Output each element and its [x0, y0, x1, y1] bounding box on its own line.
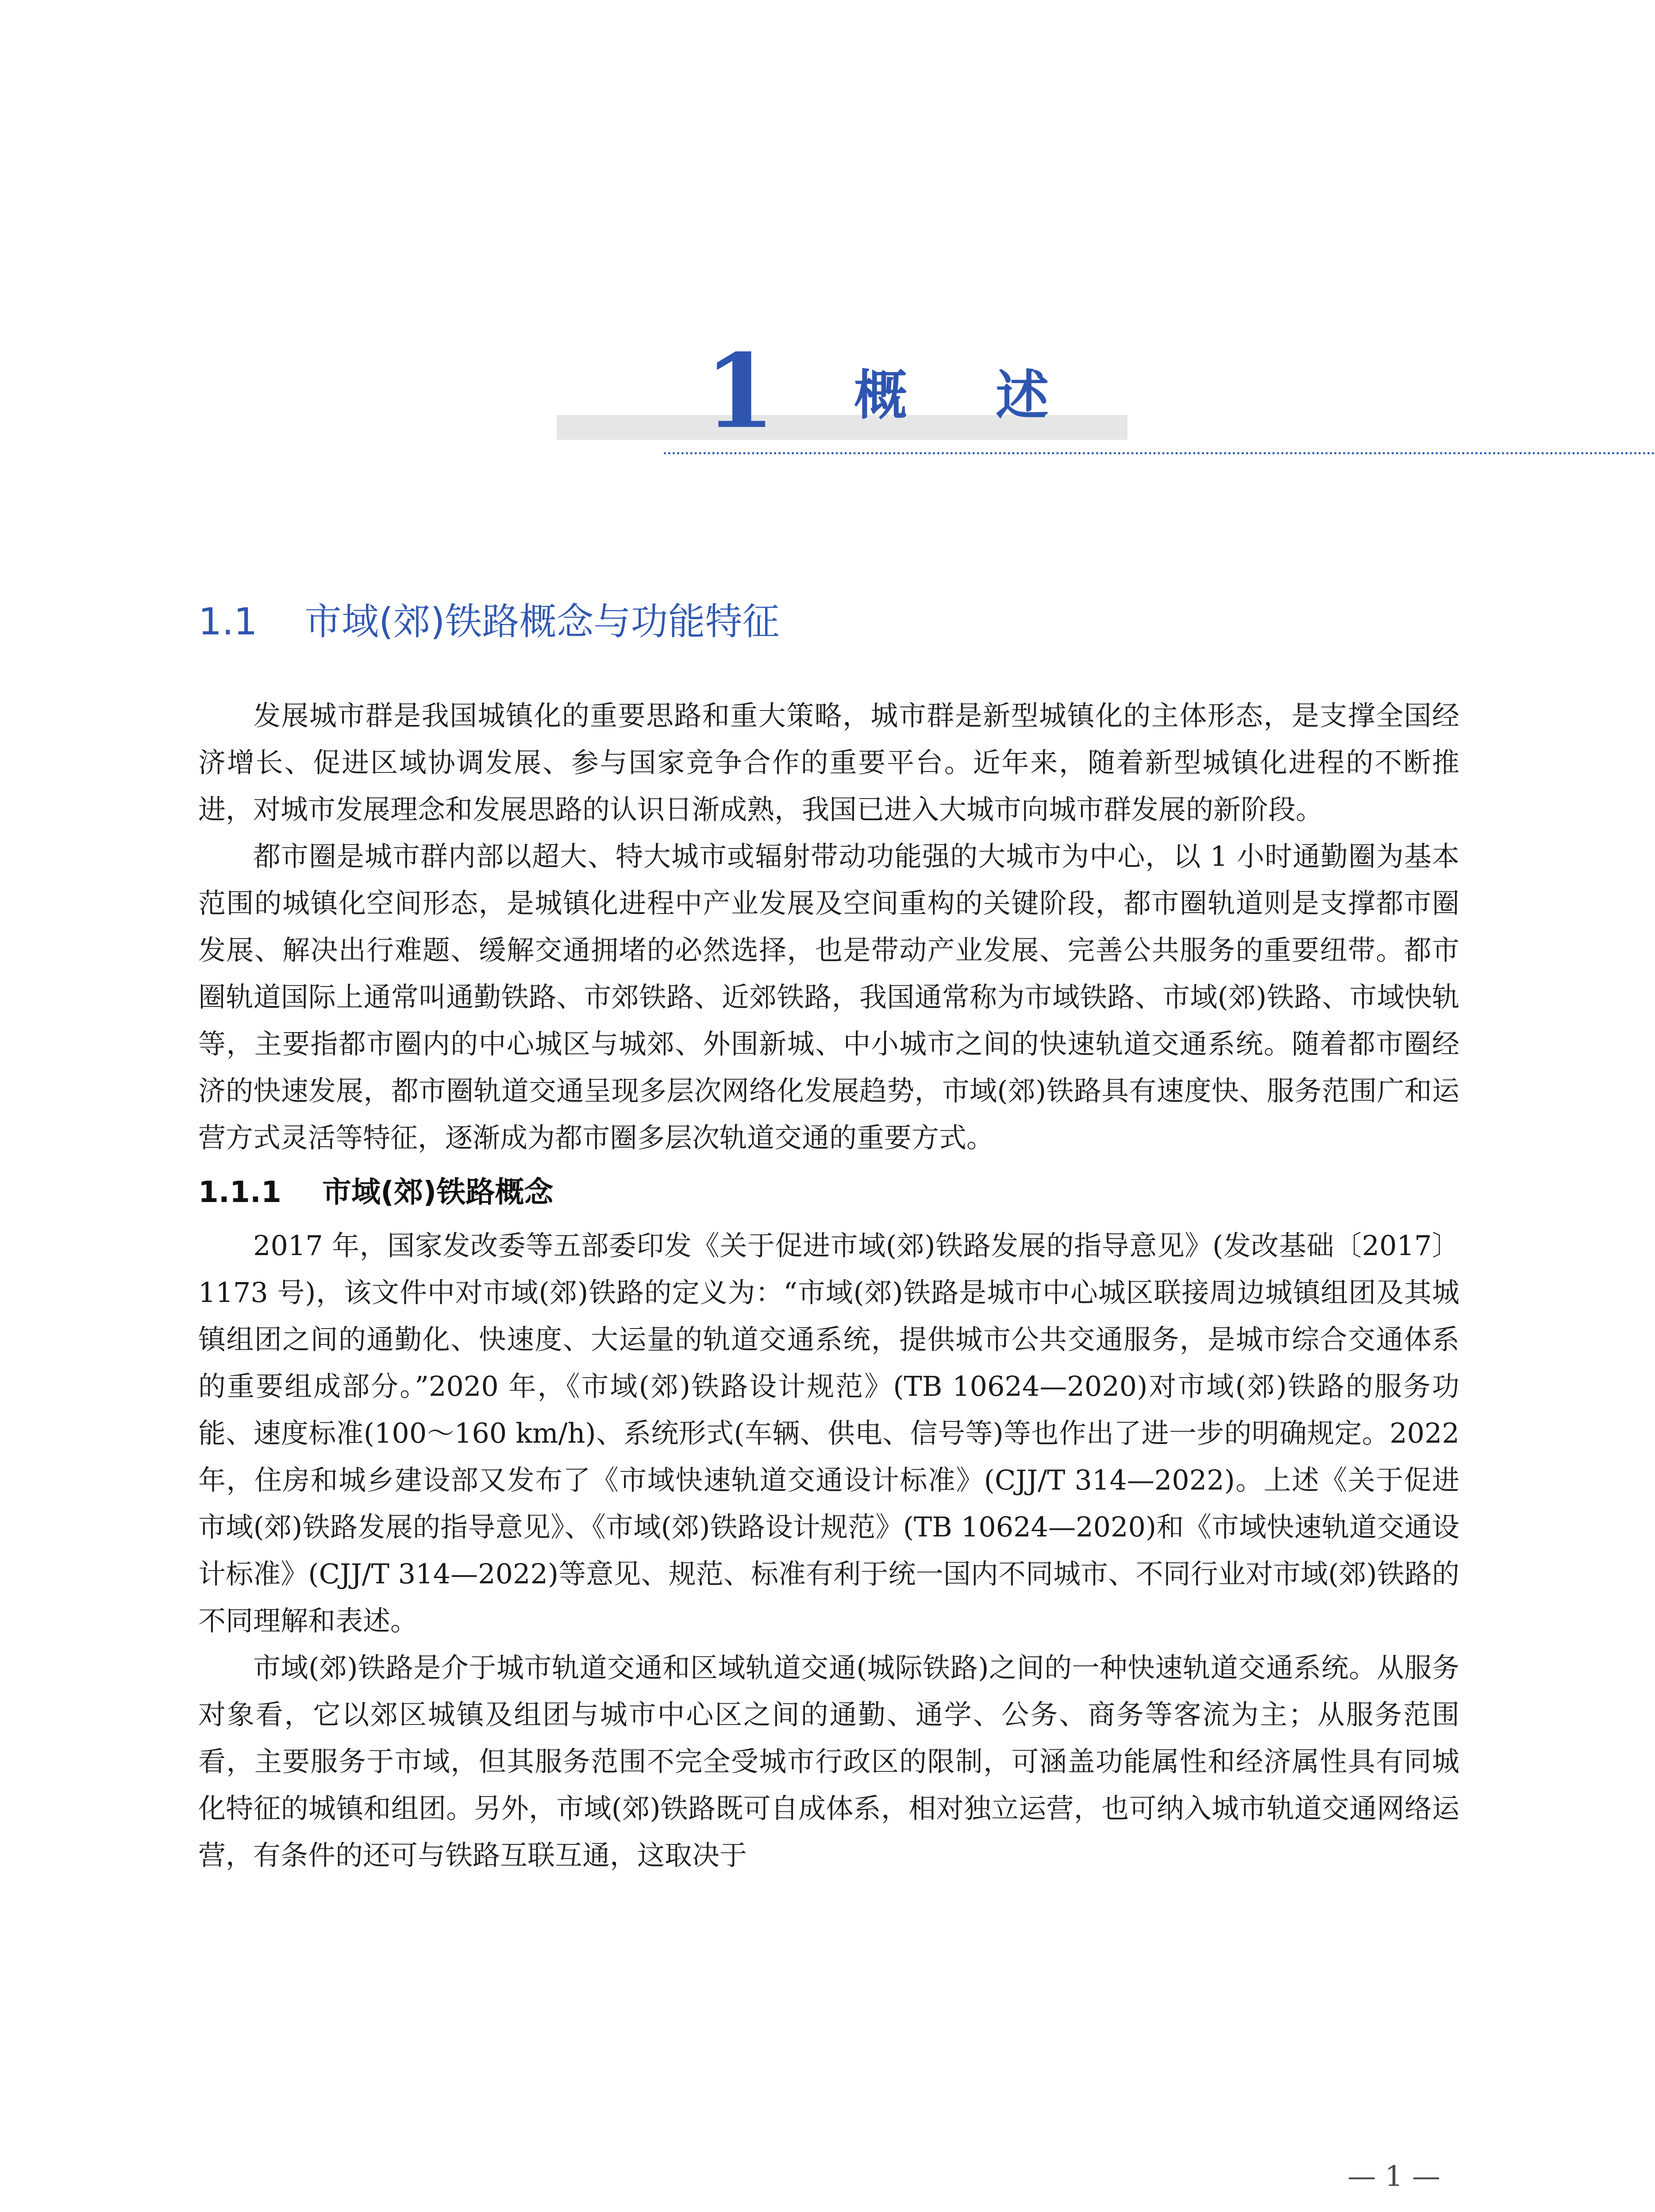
chapter-title: 概述	[854, 365, 1137, 426]
chapter-number: 1	[704, 332, 776, 451]
paragraph: 市域(郊)铁路是介于城市轨道交通和区域轨道交通(城际铁路)之间的一种快速轨道交通系统。从服务对象看，它以郊区城镇及组团与城市中心区之间的通勤、通学、公务、商务等客流为主；从服务范围看，主要服务于市域，但其服务范围不完全受城市行政区的限制，可涵盖功能属性和经济属性具有同城化特征的城镇和组团。另外，市域(郊)铁路既可自成体系，相对独立运营，也可纳入城市轨道交通网络运营，有条件的还可与铁路互联互通，这取决于	[198, 1651, 1459, 1871]
chapter-dotted-rule	[664, 452, 1655, 454]
paragraph: 2017 年，国家发改委等五部委印发《关于促进市域(郊)铁路发展的指导意见》(发改基础〔2017〕1173 号)，该文件中对市域(郊)铁路的定义为：“市域(郊)铁路是城市中心城区联接周边城镇组团及其城镇组团之间的通勤化、快速度、大运量的轨道交通系统，提供城市公共交通服务，是城市综合交通体系的重要组成部分。”2020 年，《市域(郊)铁路设计规范》(TB 10624—2020)对市域(郊)铁路的服务功能、速度标准(100～160 km/h)、系统形式(车辆、供电、信号等)等也作出了进一步的明确规定。2022 年，住房和城乡建设部又发布了《市域快速轨道交通设计标准》(CJJ/T 314—2022)。上述《关于促进市域(郊)铁路发展的指导意见》、《市域(郊)铁路设计规范》(TB 10624—2020)和《市域快速轨道交通设计标准》(CJJ/T 314—2022)等意见、规范、标准有利于统一国内不同城市、不同行业对市域(郊)铁路的不同理解和表述。	[198, 1229, 1459, 1637]
paragraph: 都市圈是城市群内部以超大、特大城市或辐射带动功能强的大城市为中心，以 1 小时通勤圈为基本范围的城镇化空间形态，是城镇化进程中产业发展及空间重构的关键阶段，都市圈轨道则是支撑都市圈发展、解决出行难题、缓解交通拥堵的必然选择，也是带动产业发展、完善公共服务的重要纽带。都市圈轨道国际上通常叫通勤铁路、市郊铁路、近郊铁路，我国通常称为市域铁路、市域(郊)铁路、市域快轨等，主要指都市圈内的中心城区与城郊、外围新城、中小城市之间的快速轨道交通系统。随着都市圈经济的快速发展，都市圈轨道交通呈现多层次网络化发展趋势，市域(郊)铁路具有速度快、服务范围广和运营方式灵活等特征，逐渐成为都市圈多层次轨道交通的重要方式。	[198, 840, 1459, 1154]
section-heading	[198, 597, 780, 646]
body-text	[198, 692, 1459, 1879]
subsection-heading	[198, 1166, 1459, 1219]
section-title: 市域(郊)铁路概念与功能特征	[304, 600, 780, 643]
page-number: — 1 —	[1347, 2160, 1440, 2193]
paragraph: 发展城市群是我国城镇化的重要思路和重大策略，城市群是新型城镇化的主体形态，是支撑全国经济增长、促进区域协调发展、参与国家竞争合作的重要平台。近年来，随着新型城镇化进程的不断推进，对城市发展理念和发展思路的认识日渐成熟，我国已进入大城市向城市群发展的新阶段。	[198, 699, 1459, 826]
subsection-number: 1.1.1	[198, 1175, 281, 1209]
subsection-title: 市域(郊)铁路概念	[322, 1175, 554, 1209]
section-number: 1.1	[198, 600, 258, 643]
